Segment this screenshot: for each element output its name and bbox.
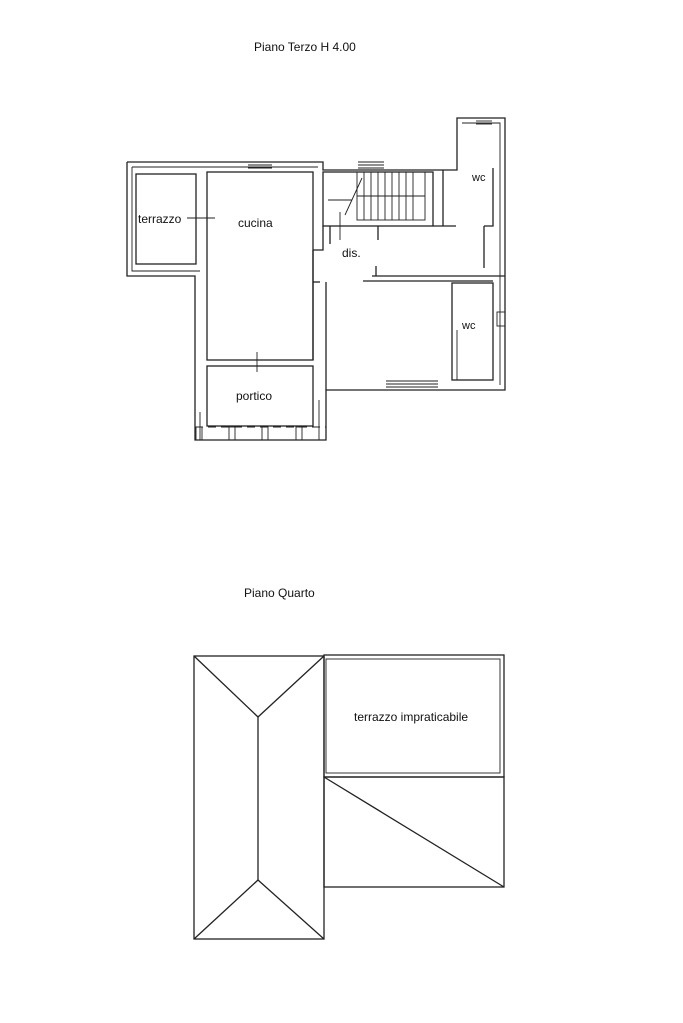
window [386, 381, 438, 387]
room-label-wc-top: wc [472, 172, 486, 184]
window [358, 162, 384, 168]
floor3-plan [127, 118, 505, 440]
cucina-room-outline [207, 172, 313, 360]
room-label-terrazzo-impraticabile: terrazzo impraticabile [354, 710, 469, 724]
room-label-wc-mid: wc [462, 320, 476, 332]
floor4-plan [194, 655, 504, 939]
floor3-title: Piano Terzo H 4.00 [254, 40, 356, 54]
window [497, 312, 505, 326]
floor4-title: Piano Quarto [244, 586, 315, 600]
room-label-portico: portico [236, 389, 273, 403]
room-label-dis: dis. [342, 246, 361, 260]
room-label-terrazzo: terrazzo [138, 212, 182, 226]
room-label-cucina: cucina [238, 216, 273, 230]
hip-roof [194, 656, 324, 939]
